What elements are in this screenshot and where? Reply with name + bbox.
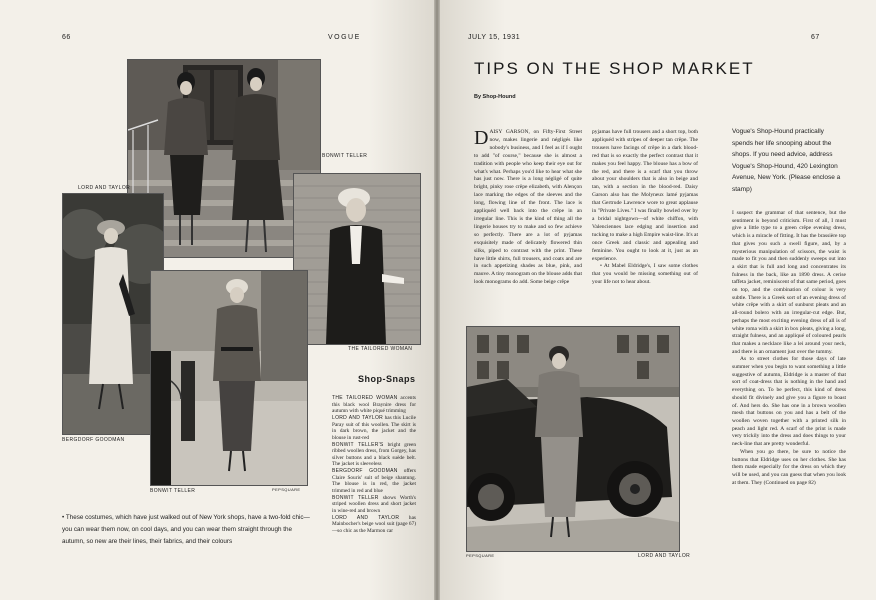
caption-bonwit-teller-bottom: BONWIT TELLER (150, 488, 196, 494)
store-name: LORD AND TAYLOR (332, 514, 400, 521)
shop-hound-sidebar: Vogue's Shop-Hound practically spends her life snooping about the shops. If you need advice, address Vogue's Shop-Hound, 420 Lexington Avenue, New York. (Please enclose a stamp) (732, 128, 841, 193)
store-name: THE TAILORED WOMAN (332, 395, 398, 401)
caption-bergdorf-goodman: BERGDORF GOODMAN (62, 437, 125, 443)
shop-snap-item: LORD AND TAYLOR has this Lucile Paray suit of this woollen. The skirt is in dark brown, the jacket and the blouse in rust-red (332, 415, 417, 441)
folio-right: 67 (811, 34, 820, 41)
store-name: BONWIT TELLER'S (332, 441, 384, 448)
store-name: LORD AND TAYLOR (332, 415, 384, 421)
shop-snap-item: BONWIT TELLER'S bright green ribbed woollen dress, from Gorgey, has silver buttons and a black suède belt. The jacket is sleeveless (332, 441, 416, 467)
photo-woman-white-coat (62, 193, 164, 435)
photo-credit-left: PEPSQUARE (272, 487, 301, 492)
shop-snap-item: LORD AND TAYLOR has Mainbocher's beige wool suit (page 67)—so chic as the Marmon car (332, 514, 416, 534)
caption-bonwit-teller-top: BONWIT TELLER (322, 153, 368, 159)
caption-lord-and-taylor-right: LORD AND TAYLOR (638, 553, 691, 559)
caption-the-tailored-woman: THE TAILORED WOMAN (348, 346, 413, 352)
masthead: VOGUE (328, 34, 361, 41)
article-column-2: pyjamas have full trousers and a short top, both appliquéd with stripes of deeper tan crêpe. The trousers have facings of crêpe in a dark blood-red that is so exactly the perfect contrast that it makes you feel happy. The blouse has a bow of the red, and there is a scarf that you throw about your shoulders that is also in beige and tan, with a section in the blood-red. Daisy Garson also has the Molyneux lamé pyjamas that Gertrude Lawrence wore to great applause in "Private Lives." I was finally bowled over by a bridal nightgown—of white chiffon, with Valenciennes lace edging and insertion and tucking to make a high Empire waist-line. It's at once Greek and classic and appealing and feminine. You ought to look at it, just as an experience. • At Mabel Eldridge's, I saw some clothes that you would be missing something out of your life not to hear about. (592, 129, 698, 286)
shop-snap-item: BERGDORF GOODMAN offers Claire Souris' suit of beige shantung. The blouse is in red, the jacket trimmed in red and blue (332, 468, 416, 494)
store-name: BONWIT TELLER (332, 494, 379, 501)
photo-credit-right: PEPSQUARE (466, 553, 495, 558)
issue-date: JULY 15, 1931 (468, 34, 521, 41)
article-column-3: I suspect the grammar of that sentence, but the sentiment is beyond criticism. First of all, I must give a little type to a green crêpe evening dress, which is a miracle of fitting. It has the brassière top that gives you such a swell figure, and, by a mysterious manipulation of scissors, the waist is made to fit you and then suddenly sweeps out into a skirt that is full and long and concentrates its fulness in the back, like an 1890 dress. A cerise taffeta jacket, reminiscent of that same period, goes on top, and the combination of colour is very subtle. There is a Greek sort of an evening dress of white crêpe with a skirt of sunburst pleats and an all-round bolero with an irregular-cut edge. But, perhaps the most exciting evening dress of all is of white roma with a skirt in box pleats, giving a long, straight fulness, and an appliqué of coloured pearls that makes a necklace like a lei around your neck, and there is an ornament just over the tummy. As to street clothes for those days of late summer when you begin to want something a little suggestive of autumn, Eldridge is a master of that sort of coat-dress that is nothing in the hand and everything on. To be perfect, this kind of dress should fit divinely and give you a figure to boast of. And hers do. She has one in a brown woollen mesh that buttons on you and has a belt of the woollen woven together with a printed silk in peach and light red. A scarf of the print is made very trickily into the dress and does things to your neck-line that are pretty wonderful. When you go there, be sure to notice the buttons that Eldridge uses on her clothes. She has them made especially for the dress on which they will be used, and you can guess that when you look at them. They (Continued on page 82) (732, 210, 846, 486)
page-title: TIPS ON THE SHOP MARKET (474, 59, 755, 78)
caption-lord-and-taylor: LORD AND TAYLOR (78, 185, 131, 191)
bottom-caption: • These costumes, which have just walked out of New York shops, have a two-fold chic—you can wear them now, on cool days, and you can wear them straight through the autumn, so new are their lines, their fabrics, and their colours (62, 514, 310, 545)
store-name: BERGDORF GOODMAN (332, 468, 398, 474)
left-page (0, 0, 434, 600)
photo-woman-with-car (466, 326, 680, 552)
photo-woman-beret (293, 173, 421, 345)
article-column-1: DAISY GARSON, on Fifty-First Street now, makes lingerie and négligés like nobody's business, and I feel as if I ought to add "of course," because she is almost a tradition with people who keep their eye out for what's what. Perhaps you'd like to hear what she has just now. There is a long négligé of quite bright, pinky rose crêpe elizabeth, with Alençon lace marking the edges of the sleeves and the long, flowing line of the front. The lace is appliquéd well back into the crêpe in an irregular line. This is the kind of thing all the lingerie houses try to make and so few achieve so perfectly. There are a lot of pyjamas exquisitely made of delicately flowered thin silks, piped to contrast with the print. These have little shirts, full trousers, and coats and are in such appetizing shades as blue, pink, and mauve. A tiny monogram on the blouse adds that look monograms do add. Some beige crêpe (474, 127, 582, 286)
drop-cap: D (474, 127, 489, 149)
shop-snaps-column (332, 395, 416, 535)
photo-woman-bollards (150, 270, 308, 486)
shop-snaps-heading: Shop-Snaps (358, 374, 416, 384)
shop-snap-item: BONWIT TELLER shows Worth's striped woollen dress and short jacket in wine-red and brown (332, 494, 416, 514)
folio-left: 66 (62, 34, 71, 41)
right-page (440, 0, 876, 600)
shop-snap-item: THE TAILORED WOMAN accents this black wool Braynire dress for autumn with white piqué trimming (332, 395, 416, 414)
byline: By Shop-Hound (474, 94, 516, 100)
